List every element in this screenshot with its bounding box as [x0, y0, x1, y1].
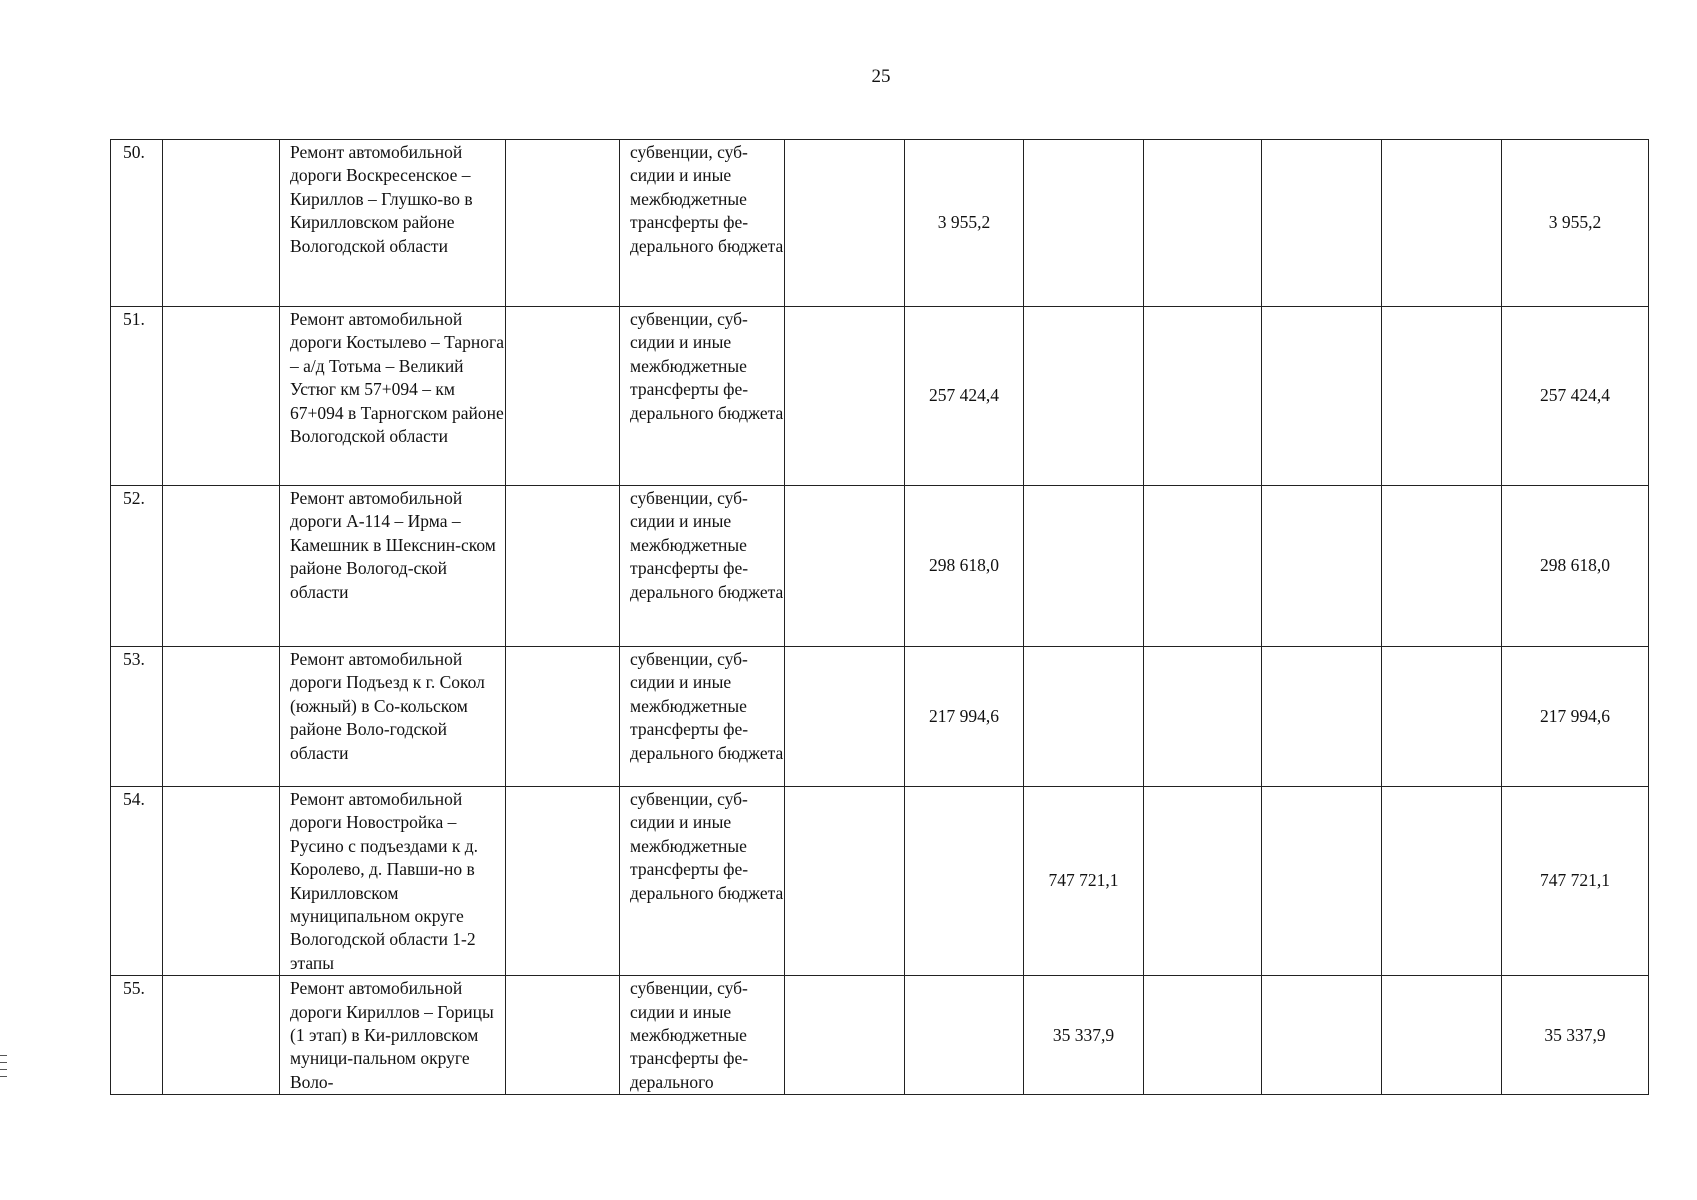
empty-cell — [785, 647, 905, 787]
amount-year-3 — [1144, 486, 1262, 647]
table-row — [111, 647, 1649, 787]
amount-year-3 — [1144, 307, 1262, 486]
empty-cell — [163, 976, 280, 1095]
funding-source: субвенции, суб-сидии и иные межбюджетные трансферты фе-дерального бюджета — [620, 787, 785, 976]
amount-year-2: 747 721,1 — [1024, 787, 1144, 976]
scan-edge-marks — [0, 1055, 8, 1083]
table-row — [111, 787, 1649, 976]
row-number: 53. — [111, 647, 163, 787]
table-row — [111, 140, 1649, 307]
amount-year-3 — [1144, 787, 1262, 976]
amount-year-4 — [1262, 647, 1382, 787]
project-name: Ремонт автомобильной дороги Костылево – Тарнога – а/д Тотьма – Великий Устюг км 57+094 – км 67+094 в Тарногском районе Вологодской области — [280, 307, 506, 486]
amount-year-1: 298 618,0 — [905, 486, 1024, 647]
amount-year-4 — [1262, 787, 1382, 976]
empty-cell — [163, 486, 280, 647]
amount-total: 298 618,0 — [1502, 486, 1649, 647]
empty-cell — [163, 647, 280, 787]
empty-cell — [785, 976, 905, 1095]
table-row — [111, 307, 1649, 486]
empty-cell — [1382, 787, 1502, 976]
amount-total: 257 424,4 — [1502, 307, 1649, 486]
amount-year-2: 35 337,9 — [1024, 976, 1144, 1095]
funding-source: субвенции, суб-сидии и иные межбюджетные трансферты фе-дерального бюджета — [620, 486, 785, 647]
empty-cell — [506, 787, 620, 976]
amount-year-4 — [1262, 976, 1382, 1095]
empty-cell — [785, 787, 905, 976]
amount-total: 217 994,6 — [1502, 647, 1649, 787]
funding-source: субвенции, суб-сидии и иные межбюджетные трансферты фе-дерального бюджета — [620, 647, 785, 787]
empty-cell — [785, 486, 905, 647]
empty-cell — [163, 140, 280, 307]
amount-year-3 — [1144, 647, 1262, 787]
project-name: Ремонт автомобильной дороги Новостройка – Русино с подъездами к д. Королево, д. Павши-но в Кирилловском муниципальном округе Вологодской области 1-2 этапы — [280, 787, 506, 976]
amount-year-3 — [1144, 140, 1262, 307]
funding-source: субвенции, суб-сидии и иные межбюджетные трансферты фе-дерального — [620, 976, 785, 1095]
amount-year-2 — [1024, 647, 1144, 787]
empty-cell — [163, 787, 280, 976]
amount-year-1: 217 994,6 — [905, 647, 1024, 787]
row-number: 50. — [111, 140, 163, 307]
page-number: 25 — [871, 66, 891, 87]
funding-source: субвенции, суб-сидии и иные межбюджетные трансферты фе-дерального бюджета — [620, 140, 785, 307]
empty-cell — [1382, 140, 1502, 307]
amount-year-4 — [1262, 307, 1382, 486]
row-number: 54. — [111, 787, 163, 976]
amount-total: 747 721,1 — [1502, 787, 1649, 976]
amount-year-4 — [1262, 140, 1382, 307]
empty-cell — [1382, 307, 1502, 486]
amount-year-1 — [905, 787, 1024, 976]
amount-total: 3 955,2 — [1502, 140, 1649, 307]
table-row — [111, 976, 1649, 1095]
empty-cell — [506, 976, 620, 1095]
funding-source: субвенции, суб-сидии и иные межбюджетные трансферты фе-дерального бюджета — [620, 307, 785, 486]
row-number: 51. — [111, 307, 163, 486]
budget-table — [110, 139, 1649, 1095]
amount-year-2 — [1024, 307, 1144, 486]
empty-cell — [163, 307, 280, 486]
empty-cell — [785, 140, 905, 307]
project-name: Ремонт автомобильной дороги А-114 – Ирма – Камешник в Шекснин-ском районе Вологод-ской области — [280, 486, 506, 647]
amount-total: 35 337,9 — [1502, 976, 1649, 1095]
empty-cell — [1382, 486, 1502, 647]
empty-cell — [506, 140, 620, 307]
empty-cell — [1382, 976, 1502, 1095]
row-number: 52. — [111, 486, 163, 647]
amount-year-2 — [1024, 140, 1144, 307]
project-name: Ремонт автомобильной дороги Воскресенское – Кириллов – Глушко-во в Кирилловском районе Вологодской области — [280, 140, 506, 307]
row-number: 55. — [111, 976, 163, 1095]
table-row — [111, 486, 1649, 647]
amount-year-4 — [1262, 486, 1382, 647]
empty-cell — [1382, 647, 1502, 787]
amount-year-1: 3 955,2 — [905, 140, 1024, 307]
project-name: Ремонт автомобильной дороги Подъезд к г. Сокол (южный) в Со-кольском районе Воло-годской области — [280, 647, 506, 787]
empty-cell — [506, 307, 620, 486]
amount-year-2 — [1024, 486, 1144, 647]
project-name: Ремонт автомобильной дороги Кириллов – Горицы (1 этап) в Ки-рилловском муници-пальном округе Воло- — [280, 976, 506, 1095]
empty-cell — [785, 307, 905, 486]
amount-year-1 — [905, 976, 1024, 1095]
amount-year-3 — [1144, 976, 1262, 1095]
empty-cell — [506, 647, 620, 787]
amount-year-1: 257 424,4 — [905, 307, 1024, 486]
empty-cell — [506, 486, 620, 647]
